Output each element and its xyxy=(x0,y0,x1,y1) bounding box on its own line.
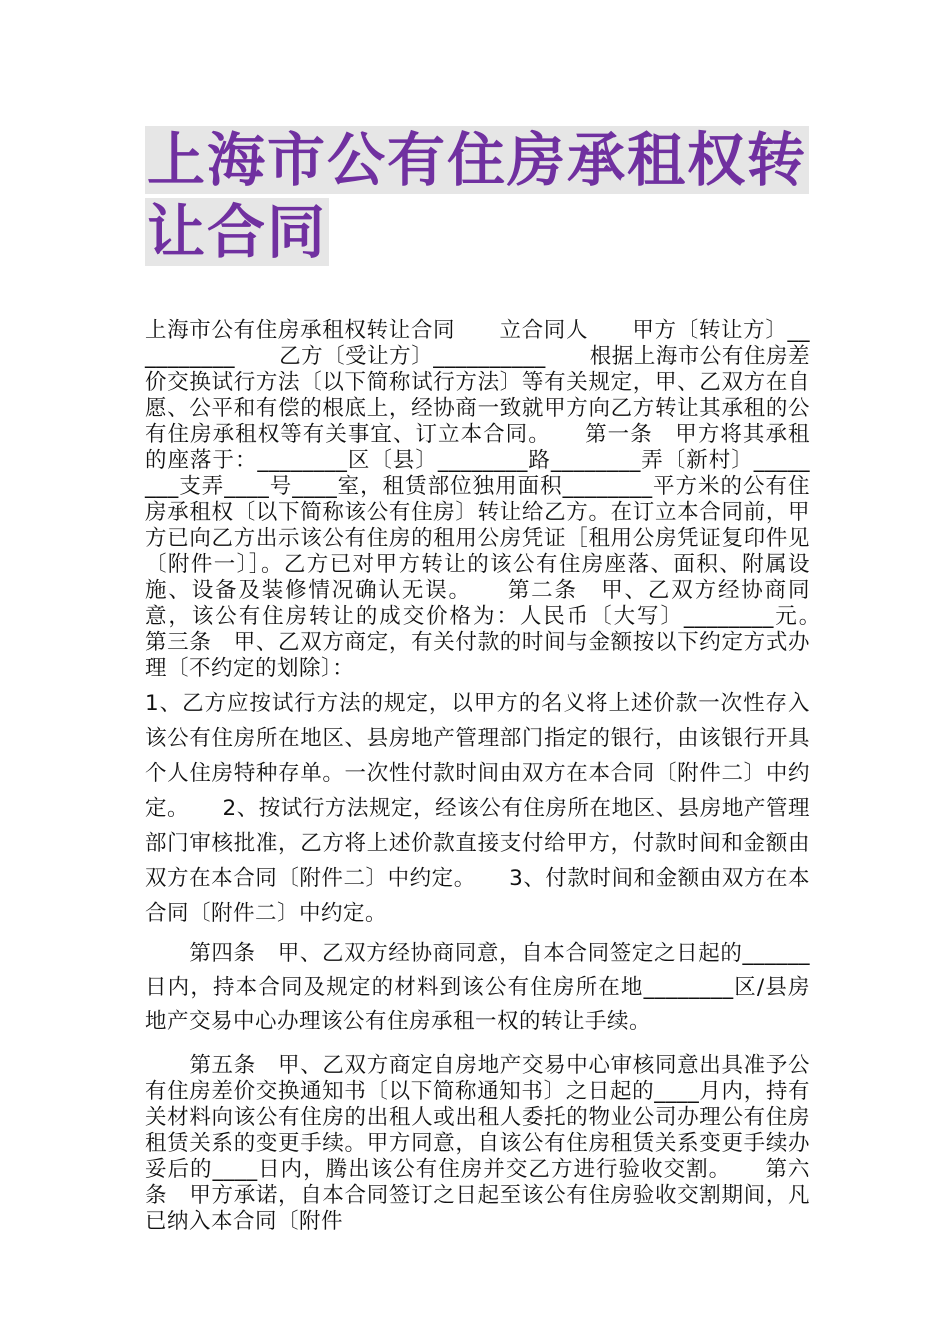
document-title-line-2: 让合同 xyxy=(147,198,328,266)
document-title-line-1: 上海市公有住房承租权转 xyxy=(147,126,808,194)
document-body xyxy=(145,318,855,1235)
paragraph-article-5-6: 第五条 甲、乙双方商定自房地产交易中心审核同意出具准予公有住房差价交换通知书〔以下简称通知书〕之日起的____月内，持有关材料向该公有住房的出租人或出租人委托的物业公司办理公有住房租赁关系的变更手续。甲方同意，自该公有住房租赁关系变更手续办妥后的____日内，腾出该公有住房并交乙方进行验收交割。 第六条 甲方承诺，自本合同签订之日起至该公有住房验收交割期间，凡已纳入本合同〔附件 xyxy=(145,1053,810,1234)
document-title xyxy=(145,126,815,266)
paragraph-payment-options: 1、乙方应按试行方法的规定，以甲方的名义将上述价款一次性存入该公有住房所在地区、县房地产管理部门指定的银行，由该银行开具个人住房特种存单。一次性付款时间由双方在本合同〔附件二〕中约定。 2、按试行方法规定，经该公有住房所在地区、县房地产管理部门审核批准，乙方将上述价款直接支付给甲方，付款时间和金额由双方在本合同〔附件二〕中约定。 3、付款时间和金额由双方在本合同〔附件二〕中约定。 xyxy=(145,691,810,926)
paragraph-preamble-articles-1-3: 上海市公有住房承租权转让合同 立合同人 甲方〔转让方〕__________ 乙方〔受让方〕__________ 根据上海市公有住房差价交换试行方法〔以下简称试行方法〕等有关规定，甲、乙双方在自愿、公平和有偿的根底上，经协商一致就甲方向乙方转让其承租的公有住房承租权等有关事宜、订立本合同。 第一条 甲方将其承租的座落于：________区〔县〕________路________弄〔新村〕________支弄____号____室，租赁部位独用面积________平方米的公有住房承租权〔以下简称该公有住房〕转让给乙方。在订立本合同前，甲方已向乙方出示该公有住房的租用公房凭证［租用公房凭证复印件见〔附件一〕］。乙方已对甲方转让的该公有住房座落、面积、附属设施、设备及装修情况确认无误。 第二条 甲、乙双方经协商同意，该公有住房转让的成交价格为：人民币〔大写〕________元。 第三条 甲、乙双方商定，有关付款的时间与金额按以下约定方式办理〔不约定的划除〕： xyxy=(145,318,855,681)
paragraph-article-4: 第四条 甲、乙双方经协商同意，自本合同签定之日起的______日内，持本合同及规定的材料到该公有住房所在地________区/县房地产交易中心办理该公有住房承租一权的转让手续。 xyxy=(145,941,810,1034)
